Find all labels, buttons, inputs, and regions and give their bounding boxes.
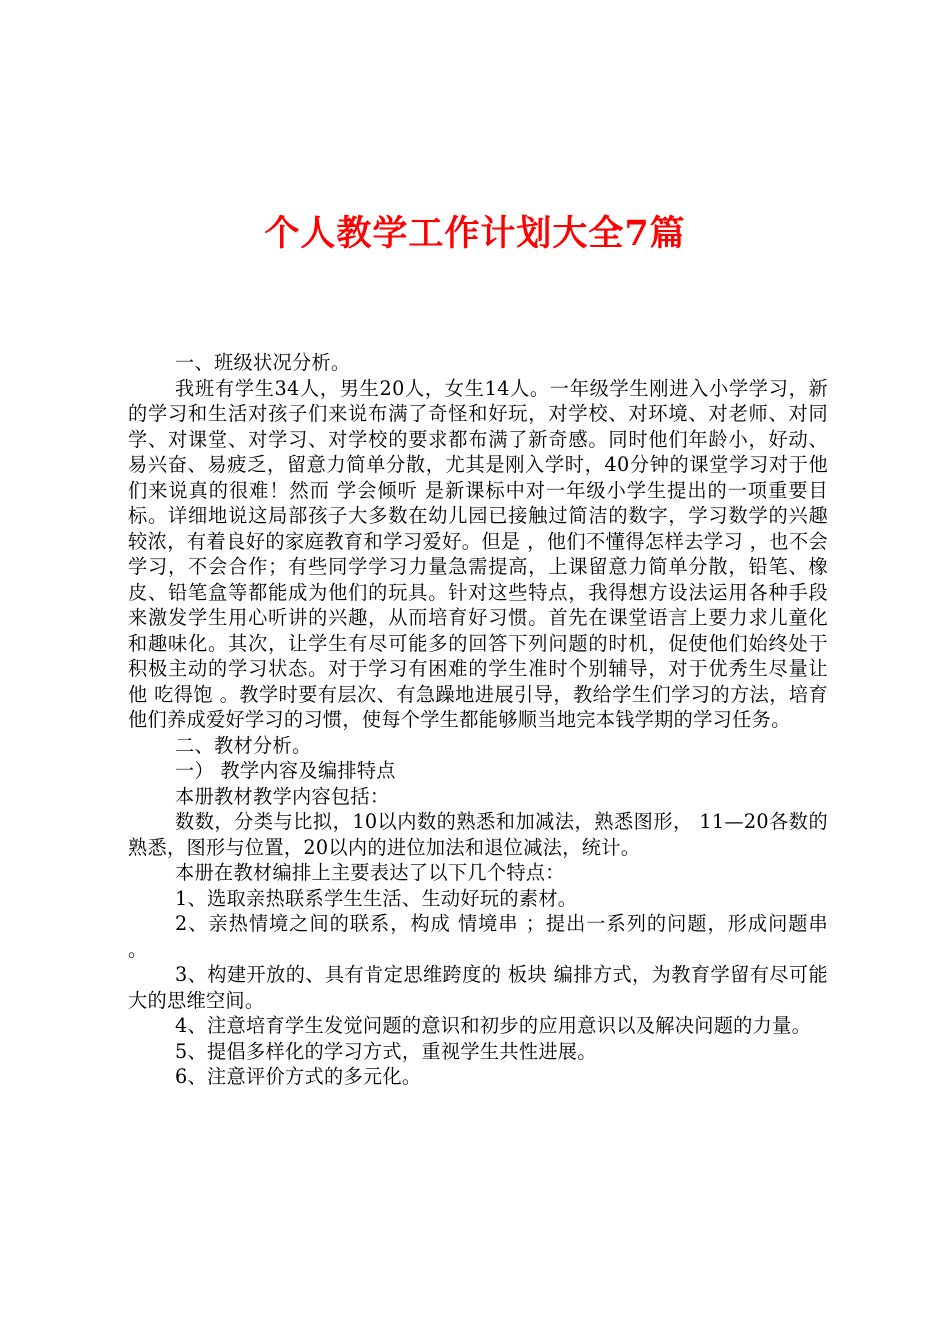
document-title: 个人教学工作计划大全7篇 [264, 213, 686, 254]
paragraph-feature-4: 4、注意培育学生发觉问题的意识和初步的应用意识以及解决问题的力量。 [175, 1014, 812, 1037]
paragraph-content-features-heading: 一） 教学内容及编排特点 [175, 759, 396, 782]
paragraph-feature-1: 1、选取亲热联系学生生活、生动好玩的素材。 [175, 886, 578, 910]
paragraph-class-analysis: 我班有学生34人，男生20人，女生14人。一年级学生刚进入小学学习，新的学习和生活对孩子们来说布满了奇怪和好玩，对学校、对环境、对老师、对同学、对课堂、对学习、对学校的要求都布满了新奇感。同时他们年龄小，好动、易兴奋、易疲乏，留意力简单分散，尤其是刚入学时，40分钟的课堂学习对于他们来说真的很难！然而 学会倾听 是新课标中对一年级小学生提出的一项重要目标。详细地说这局部孩子大多数在幼儿园已接触过简洁的数字，学习数学的兴趣较浓，有着良好的家庭教育和学习爱好。但是 ，他们不懂得怎样去学习 ，也不会学习，不会合作；有些同学学习力量急需提高，上课留意力简单分散，铅笔、橡皮、铅笔盒等都能成为他们的玩具。针对这些特点，我得想方设法运用各种手段来激发学生用心听讲的兴趣，从而培育好习惯。首先在课堂语言上要力求儿童化和趣味化。其次，让学生有尽可能多的回答下列问题的时机，促使他们始终处于积极主动的学习状态。对于学习有困难的学生准时个别辅导，对于优秀生尽量让他 吃得饱 。教学时要有层次、有急躁地进展引导，教给学生们学习的方法，培育他们养成爱好学习的习惯，使每个学生都能够顺当地完本钱学期的学习任务。 [128, 376, 828, 731]
paragraph-textbook-analysis-heading: 二、教材分析。 [175, 733, 312, 757]
paragraph-class-analysis-heading: 一、班级状况分析。 [175, 351, 351, 374]
paragraph-content-intro: 本册教材教学内容包括： [175, 784, 390, 808]
paragraph-feature-2: 2、亲热情境之间的联系，构成 情境串 ；提出一系列的问题，形成问题串 。 [128, 912, 828, 961]
paragraph-features-intro: 本册在教材编排上主要表达了以下几个特点： [175, 861, 565, 884]
paragraph-feature-3: 3、构建开放的、具有肯定思维跨度的 板块 编排方式，为教育学留有尽可能大的思维空间。 [128, 963, 828, 1012]
paragraph-content-list: 数数，分类与比拟，10以内数的熟悉和加减法，熟悉图形， 11—20各数的熟悉，图形与位置，20以内的进位加法和退位减法，统计。 [128, 810, 828, 859]
paragraph-feature-5: 5、提倡多样化的学习方式，重视学生共性进展。 [175, 1039, 597, 1063]
paragraph-feature-6: 6、注意评价方式的多元化。 [175, 1065, 422, 1088]
document-body [128, 350, 828, 1090]
